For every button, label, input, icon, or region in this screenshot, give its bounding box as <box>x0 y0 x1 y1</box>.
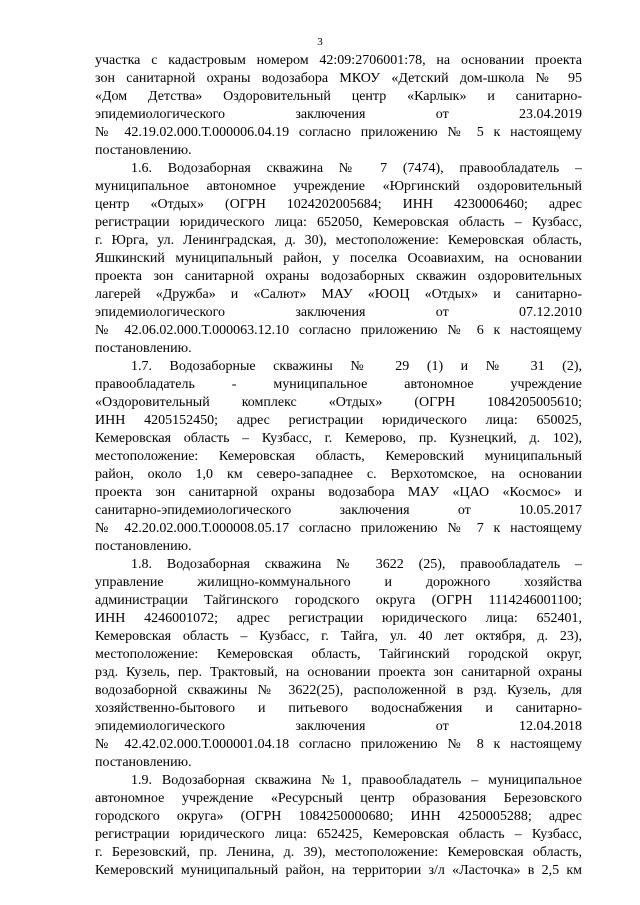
text-line: постановлению. <box>95 755 192 770</box>
text-line: Яшкинский муниципальный район, у поселка Осоавиахим, на основании <box>95 251 582 266</box>
text-line: водозаборной скважины № 3622(25), расположенной в рзд. Кузель, для <box>95 683 582 698</box>
paragraph-first-line: 1.6. Водозаборная скважина № 7 (7474), правообладатель – <box>131 161 582 176</box>
text-line: эпидемиологического заключения от 12.04.2018 <box>95 719 582 734</box>
text-line: ИНН 4205152450; адрес регистрации юридического лица: 650025, <box>95 413 582 428</box>
text-line: муниципальное автономное учреждение «Юргинский оздоровительный <box>95 179 582 194</box>
text-line: санитарно-эпидемиологического заключения от 10.05.2017 <box>95 503 582 518</box>
text-line: правообладатель - муниципальное автономное учреждение <box>95 377 582 392</box>
text-line: район, около 1,0 км северо-западнее с. Верхотомское, на основании <box>95 467 582 482</box>
text-line: г. Березовский, пр. Ленина, д. 39), местоположение: Кемеровская область, <box>95 845 582 860</box>
paragraph-first-line: 1.9. Водозаборная скважина №1, правообладатель – муниципальное <box>131 773 582 788</box>
text-line: зон санитарной охраны водозабора МКОУ «Детский дом-школа № 95 <box>95 71 582 86</box>
text-line: постановлению. <box>95 341 192 356</box>
text-line: № 42.42.02.000.Т.000001.04.18 согласно приложению № 8 к настоящему <box>95 737 582 752</box>
text-line: эпидемиологического заключения от 23.04.2019 <box>95 107 582 122</box>
text-line: городского округа» (ОГРН 1084250000680; ИНН 4250005288; адрес <box>95 809 582 824</box>
text-line: автономное учреждение «Ресурсный центр образования Березовского <box>95 791 582 806</box>
text-line: Кемеровская область – Кузбасс, г. Кемерово, пр. Кузнецкий, д. 102), <box>95 431 582 446</box>
text-line: № 42.06.02.000.Т.000063.12.10 согласно приложению № 6 к настоящему <box>95 323 582 338</box>
text-line: г. Юрга, ул. Ленинградская, д. 30), местоположение: Кемеровская область, <box>95 233 582 248</box>
text-line: управление жилищно-коммунального и дорожного хозяйства <box>95 575 582 590</box>
text-line: ИНН 4246001072; адрес регистрации юридического лица: 652401, <box>95 611 582 626</box>
text-line: местоположение: Кемеровская область, Тайгинский городской округ, <box>95 647 582 662</box>
text-line: участка с кадастровым номером 42:09:2706001:78, на основании проекта <box>95 53 582 68</box>
text-line: «Дом Детства» Оздоровительный центр «Карлык» и санитарно- <box>95 89 582 104</box>
text-line: хозяйственно-бытового и питьевого водоснабжения и санитарно- <box>95 701 582 716</box>
text-line: № 42.19.02.000.Т.000006.04.19 согласно приложению № 5 к настоящему <box>95 125 582 140</box>
text-line: № 42.20.02.000.Т.000008.05.17 согласно приложению № 7 к настоящему <box>95 521 582 536</box>
text-line: Кемеровская область – Кузбасс, г. Тайга, ул. 40 лет октября, д. 23), <box>95 629 582 644</box>
text-line: рзд. Кузель, пер. Трактовый, на основании проекта зон санитарной охраны <box>95 665 582 680</box>
text-line: проекта зон санитарной охраны водозабора МАУ «ЦАО «Космос» и <box>95 485 582 500</box>
text-line: «Оздоровительный комплекс «Отдых» (ОГРН 1084205005610; <box>95 395 582 410</box>
text-line: Кемеровский муниципальный район, на территории з/л «Ласточка» в 2,5 км <box>95 863 582 878</box>
text-line: администрации Тайгинского городского округа (ОГРН 1114246001100; <box>95 593 582 608</box>
text-line: регистрации юридического лица: 652050, Кемеровская область – Кузбасс, <box>95 215 582 230</box>
text-line: лагерей «Дружба» и «Салют» МАУ «ЮОЦ «Отдых» и санитарно- <box>95 287 582 302</box>
text-line: центр «Отдых» (ОГРН 1024202005684; ИНН 4230006460; адрес <box>95 197 582 212</box>
paragraph-first-line: 1.8. Водозаборная скважина № 3622 (25), правообладатель – <box>131 557 582 572</box>
text-line: постановлению. <box>95 539 192 554</box>
text-line: местоположение: Кемеровская область, Кемеровский муниципальный <box>95 449 582 464</box>
text-line: постановлению. <box>95 143 192 158</box>
text-line: регистрации юридического лица: 652425, Кемеровская область – Кузбасс, <box>95 827 582 842</box>
page-number: 3 <box>317 36 323 48</box>
text-line: проекта зон санитарной охраны водозаборных скважин оздоровительных <box>95 269 582 284</box>
paragraph-first-line: 1.7. Водозаборные скважины № 29 (1) и № 31 (2), <box>131 359 582 374</box>
text-line: эпидемиологического заключения от 07.12.2010 <box>95 305 582 320</box>
